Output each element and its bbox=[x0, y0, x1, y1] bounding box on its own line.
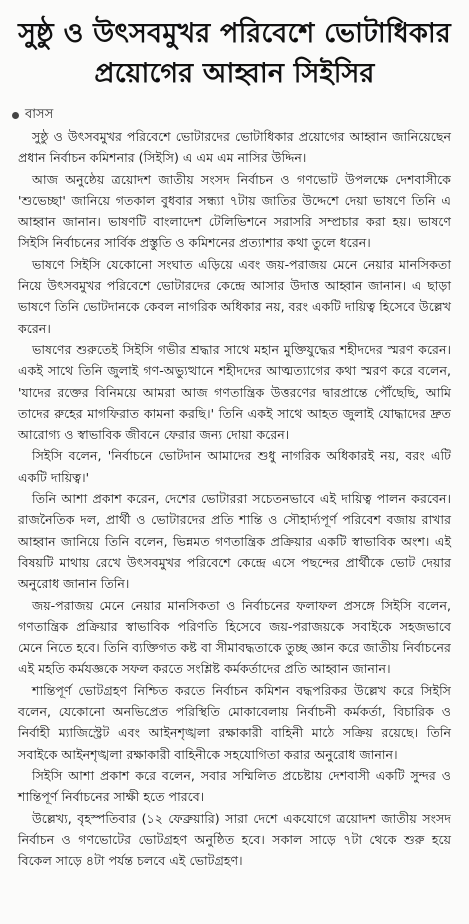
headline-line-1: সুষ্ঠু ও উৎসবমুখর পরিবেশে ভোটাধিকার bbox=[18, 18, 451, 49]
paragraph-1: সুষ্ঠু ও উৎসবমুখর পরিবেশে ভোটারদের ভোটাধিকার প্রয়োগের আহ্বান জানিয়েছেন প্রধান নির্বাচন কমিশনার (সিইসি) এ এম এম নাসির উদ্দিন। bbox=[18, 129, 451, 166]
paragraph-3: ভাষণে সিইসি যেকোনো সংঘাত এড়িয়ে এবং জয়-পরাজয় মেনে নেয়ার মানসিকতা নিয়ে উৎসবমুখর পরিবেশে ভোটারদের কেন্দ্রে আসার উদাত্ত আহ্বান জানান। এ ছাড়া ভাষণে তিনি ভোটদানকে কেবল নাগরিক অধিকার নয়, বরং একটি দায়িত্ব হিসেবে উল্লেখ করেন। bbox=[18, 256, 451, 336]
paragraph-9: সিইসি আশা প্রকাশ করে বলেন, সবার সম্মিলিত প্রচেষ্টায় দেশবাসী একটি সুন্দর ও শান্তিপূর্ণ নির্বাচনের সাক্ষী হতে পারবে। bbox=[18, 767, 451, 805]
headline bbox=[0, 0, 469, 94]
paragraph-7: জয়-পরাজয় মেনে নেয়ার মানসিকতা ও নির্বাচনের ফলাফল প্রসঙ্গে সিইসি বলেন, গণতান্ত্রিক প্রক্রিয়ার স্বাভাবিক পরিণতি হিসেবে জয়-পরাজয়কে সবাইকে সহজভাবে মেনে নিতে হবে। তিনি ব্যক্তিগত কষ্ট বা সীমাবদ্ধতাকে তুচ্ছ জ্ঞান করে জাতীয় নির্বাচনের এই মহতি কর্মযজ্ঞকে সফল করতে সংশ্লিষ্ট কর্মকর্তাদের প্রতি আহ্বান জানান। bbox=[18, 597, 451, 677]
paragraph-8: শান্তিপূর্ণ ভোটগ্রহণ নিশ্চিত করতে নির্বাচন কমিশন বদ্ধপরিকর উল্লেখ করে সিইসি বলেন, যেকোনো অনভিপ্রেত পরিস্থিতি মোকাবেলায় নির্বাচনী কর্মকর্তা, বিচারিক ও নির্বাহী ম্যাজিস্ট্রেট এবং আইনশৃঙ্খলা রক্ষাকারী বাহিনী মাঠে সক্রিয় রয়েছে। তিনি সবাইকে আইনশৃঙ্খলা রক্ষাকারী বাহিনীকে সহযোগিতা করার অনুরোধ জানান। bbox=[18, 682, 451, 762]
paragraph-6: তিনি আশা প্রকাশ করেন, দেশের ভোটাররা সচেতনভাবে এই দায়িত্ব পালন করবেন। রাজনৈতিক দল, প্রার্থী ও ভোটারদের প্রতি শান্তি ও সৌহার্দ্যপূর্ণ পরিবেশ বজায় রাখার আহ্বান জানিয়ে তিনি বলেন, ভিন্নমত গণতান্ত্রিক প্রক্রিয়ার একটি স্বাভাবিক অংশ। এই বিষয়টি মাথায় রেখে উৎসবমুখর পরিবেশে কেন্দ্রে এসে পছন্দের প্রার্থীকে ভোট দেয়ার অনুরোধ জানান তিনি। bbox=[18, 491, 451, 592]
paragraph-4: ভাষণের শুরুতেই সিইসি গভীর শ্রদ্ধার সাথে মহান মুক্তিযুদ্ধের শহীদদের স্মরণ করেন। একই সাথে তিনি জুলাই গণ-অভ্যুত্থানে শহীদদের আত্মত্যাগের কথা স্মরণ করে বলেন, 'যাদের রক্তের বিনিময়ে আমরা আজ গণতান্ত্রিক উত্তরণের দ্বারপ্রান্তে পৌঁছেছি, আমি তাদের রুহের মাগফিরাত কামনা করছি।' তিনি একই সাথে আহত জুলাই যোদ্ধাদের দ্রুত আরোগ্য ও স্বাভাবিক জীবনে ফেরার জন্য দোয়া করেন। bbox=[18, 341, 451, 443]
bullet-icon bbox=[12, 112, 19, 119]
article-body bbox=[0, 124, 469, 871]
paragraph-2: আজ অনুষ্ঠেয় ত্রয়োদশ জাতীয় সংসদ নির্বাচন ও গণভোট উপলক্ষে দেশবাসীকে 'শুভেচ্ছা' জানিয়ে গতকাল বুধবার সন্ধ্যা ৭টায় জাতির উদ্দেশে দেয়া ভাষণে তিনি এ আহ্বান জানান। ভাষণটি বাংলাদেশ টেলিভিশনে সরাসরি সম্প্রচার করা হয়। ভাষণে সিইসি নির্বাচনের সার্বিক প্রস্তুতি ও কমিশনের প্রত্যাশার কথা তুলে ধরেন। bbox=[18, 171, 451, 251]
byline bbox=[12, 106, 469, 124]
headline-line-2: প্রয়োগের আহ্বান সিইসির bbox=[94, 58, 375, 89]
paragraph-10: উল্লেখ্য, বৃহস্পতিবার (১২ ফেব্রুয়ারি) সারা দেশে একযোগে ত্রয়োদশ জাতীয় সংসদ নির্বাচন ও গণভোটের ভোটগ্রহণ অনুষ্ঠিত হবে। সকাল সাড়ে ৭টা থেকে শুরু হয়ে বিকেল সাড়ে ৪টা পর্যন্ত চলবে এই ভোটগ্রহণ। bbox=[18, 810, 451, 869]
paragraph-5: সিইসি বলেন, 'নির্বাচনে ভোটদান আমাদের শুধু নাগরিক অধিকারই নয়, বরং এটি একটি দায়িত্ব।' bbox=[18, 448, 451, 485]
byline-source: বাসস bbox=[25, 107, 54, 122]
